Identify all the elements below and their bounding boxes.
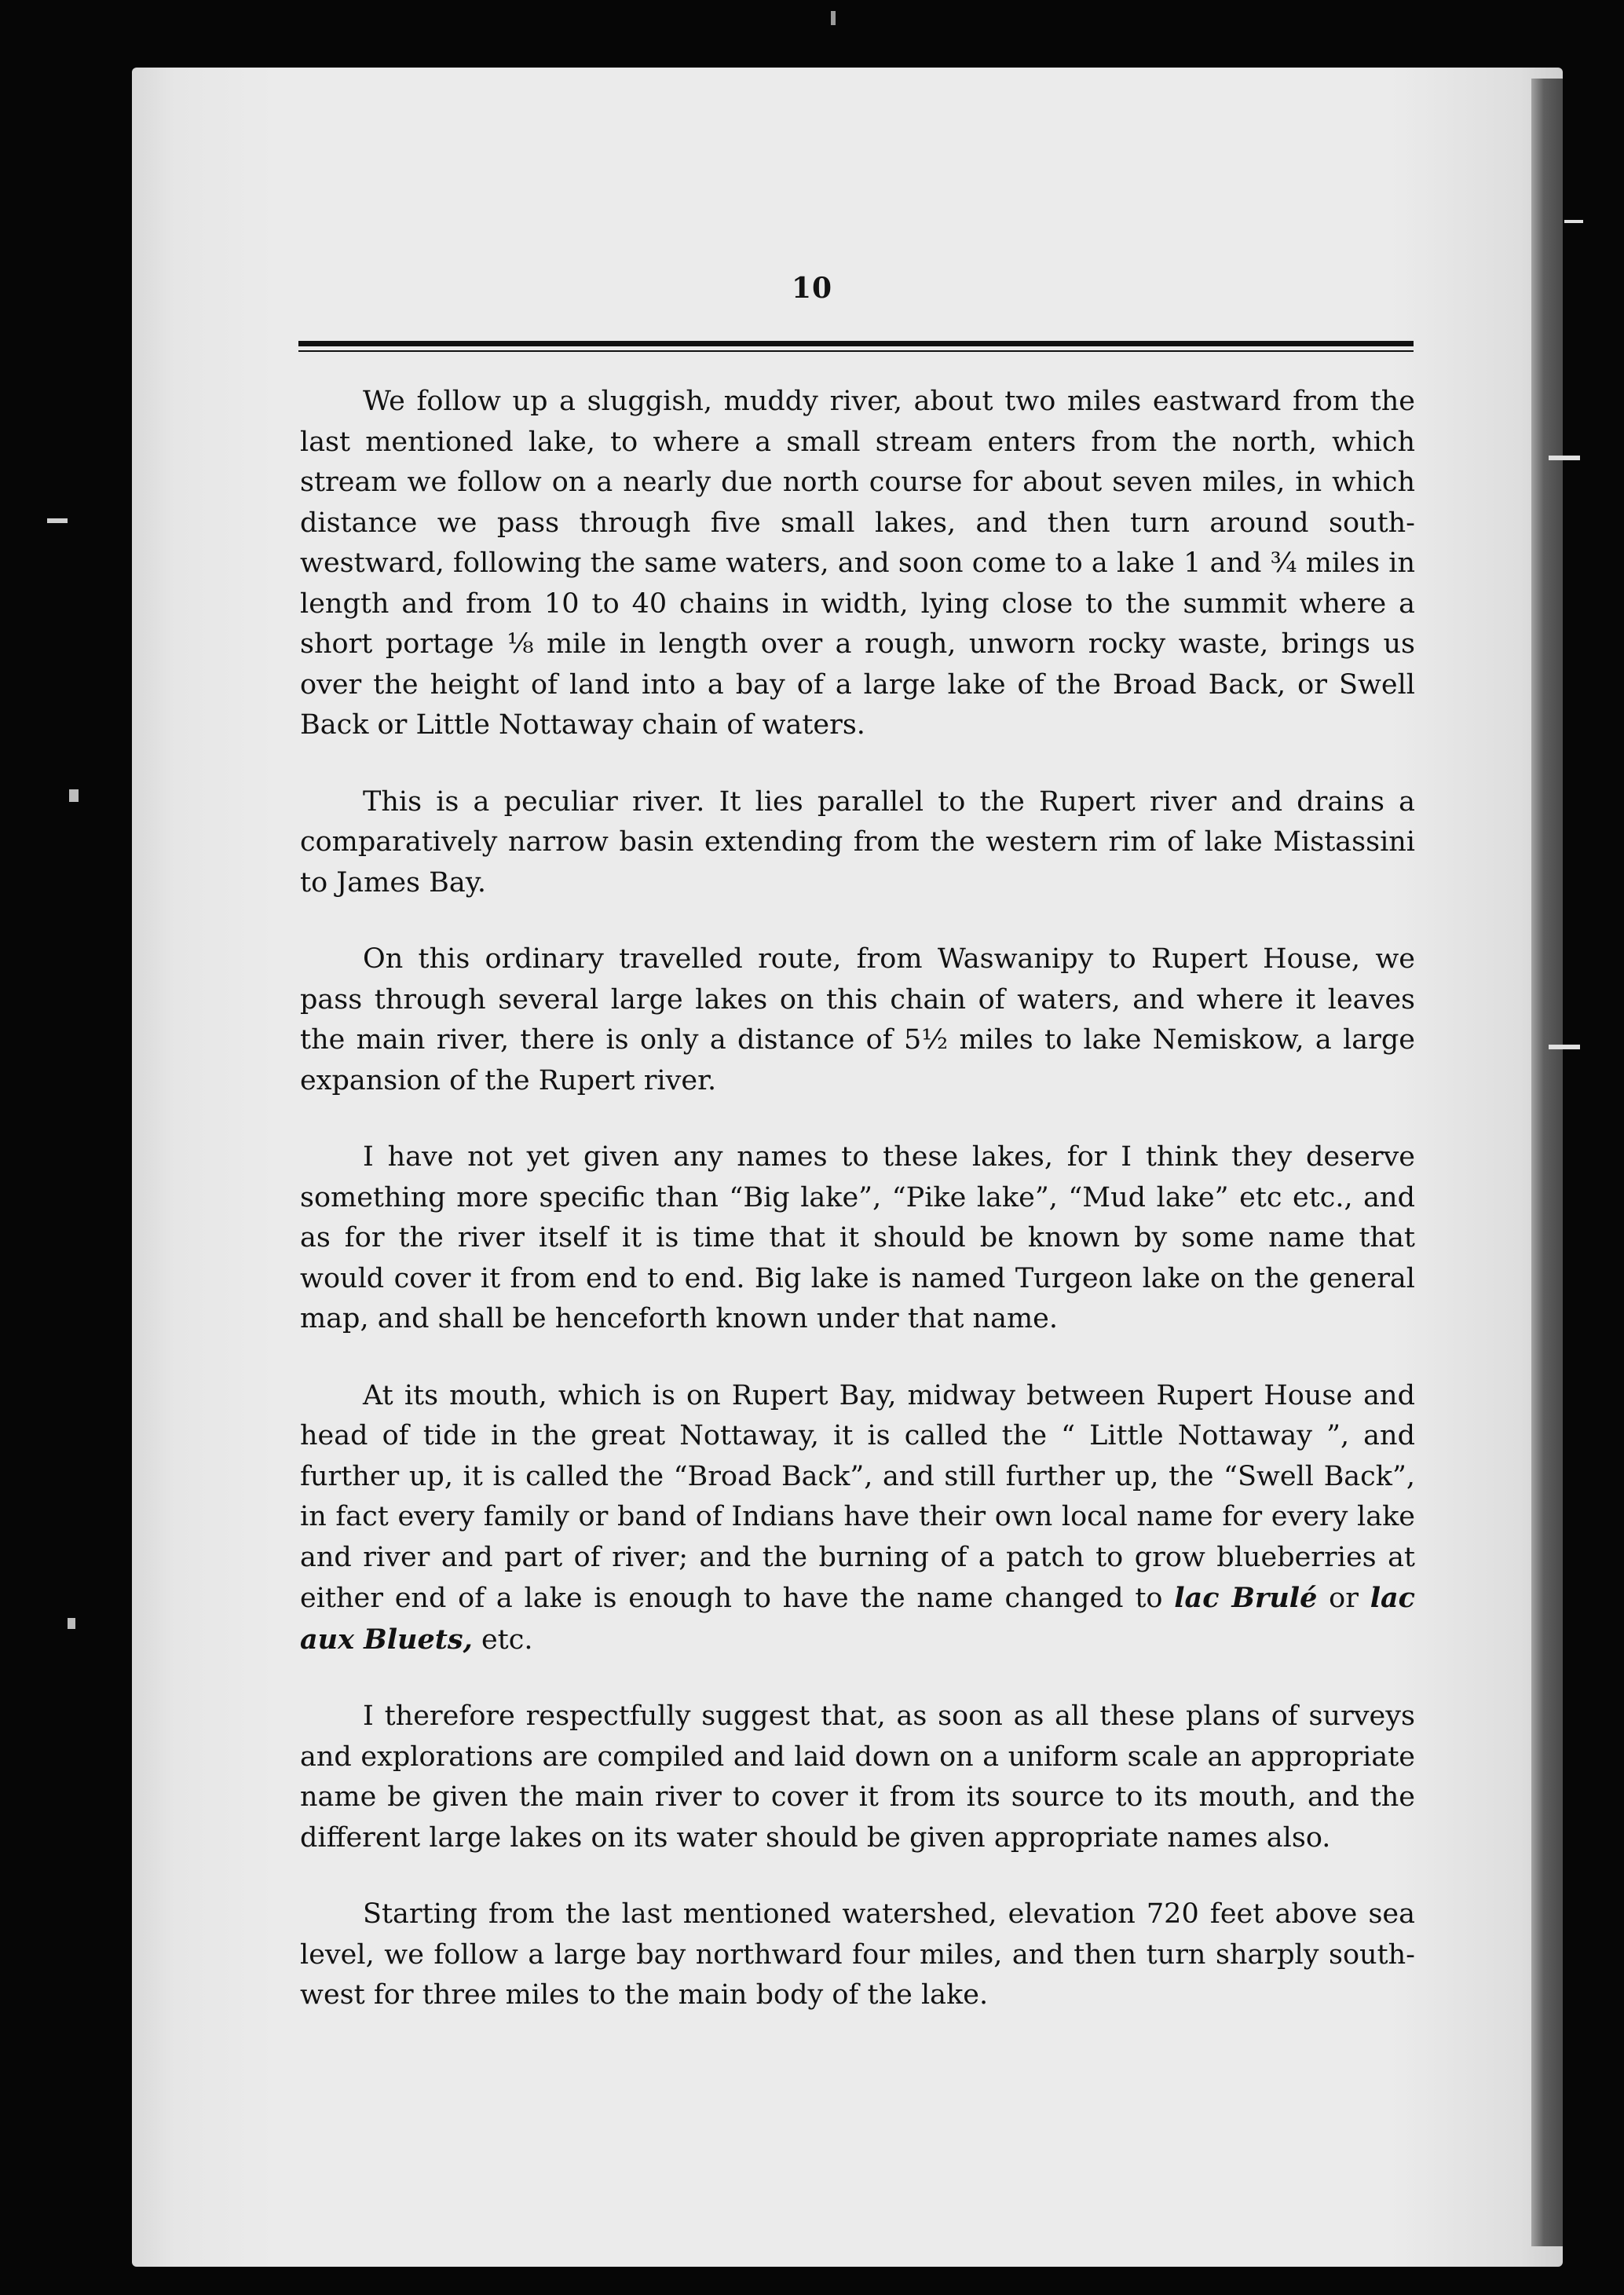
paragraph-5-text-a: At its mouth, which is on Rupert Bay, midway between Rupert House and head of tide in the great Nottaway, it is called the “ Little Nottaway ”, and further up, it is called the “Broad Back”, and still further up, the “Swell Back”, in fact every family or band of Indians have their own local name for every lake and river and part of river; and the burning of a patch to grow blueberries at either end of a lake is enough to have the name changed to bbox=[300, 1379, 1415, 1614]
scan-artifact bbox=[68, 1618, 75, 1629]
scan-artifact bbox=[47, 518, 68, 523]
page-binding-edge bbox=[1531, 79, 1563, 2246]
paragraph-5-text-c: etc. bbox=[472, 1623, 533, 1656]
binding-mark bbox=[1549, 1045, 1580, 1049]
paragraph-5-italic-lac-aux-bluets: lac aux Bluets, bbox=[300, 1582, 1415, 1656]
paragraph-6: I therefore respectfully suggest that, as soon as all these plans of surveys and explorations are compiled and laid down on a uniform scale an appropriate name be given the main river to cover it from its source to its mouth, and the different large lakes on its water should be given appropriate names also. bbox=[300, 1700, 1415, 1854]
binding-mark bbox=[1564, 220, 1583, 223]
paragraph-1: We follow up a sluggish, muddy river, about two miles eastward from the last mentioned lake, to where a small stream enters from the north, which stream we follow on a nearly due north course for about seven miles, in which distance we pass through five small lakes, and then turn around south-westward, following the same waters, and soon come to a lake 1 and ¾ miles in length and from 10 to 40 chains in width, lying close to the summit where a short portage ⅛ mile in length over a rough, unworn rocky waste, brings us over the height of land into a bay of a large lake of the Broad Back, or Swell Back or Little Nottaway chain of waters. bbox=[300, 386, 1415, 741]
paragraph-3: On this ordinary travelled route, from Waswanipy to Rupert House, we pass through several large lakes on this chain of waters, and where it leaves the main river, there is only a distance of 5½ miles to lake Nemiskow, a large expansion of the Rupert river. bbox=[300, 943, 1415, 1096]
scan-artifact bbox=[69, 789, 79, 802]
paragraph-4: I have not yet given any names to these lakes, for I think they deserve something more specific than “Big lake”, “Pike lake”, “Mud lake” etc etc., and as for the river itself it is time that it should be known by some name that would cover it from end to end. Big lake is named Turgeon lake on the general map, and shall be henceforth known under that name. bbox=[300, 1141, 1415, 1334]
scan-artifact bbox=[831, 11, 836, 25]
paragraph-2: This is a peculiar river. It lies parallel to the Rupert river and drains a comparatively narrow basin extending from the western rim of lake Mistassini to James Bay. bbox=[300, 785, 1415, 899]
binding-mark bbox=[1549, 456, 1580, 460]
header-rule-thin bbox=[298, 350, 1414, 352]
paragraph-7: Starting from the last mentioned watershed, elevation 720 feet above sea level, we follow a large bay northward four miles, and then turn sharply south-west for three miles to the main body of the lake. bbox=[300, 1898, 1415, 2011]
page-number: 10 bbox=[791, 272, 833, 305]
header-rule-thick bbox=[298, 341, 1414, 346]
paragraph-5-italic-lac-brule: lac Brulé bbox=[1174, 1582, 1318, 1614]
page-body bbox=[300, 382, 1415, 2052]
paragraph-5 bbox=[300, 1376, 1415, 1661]
paragraph-5-text-b: or bbox=[1317, 1583, 1370, 1614]
